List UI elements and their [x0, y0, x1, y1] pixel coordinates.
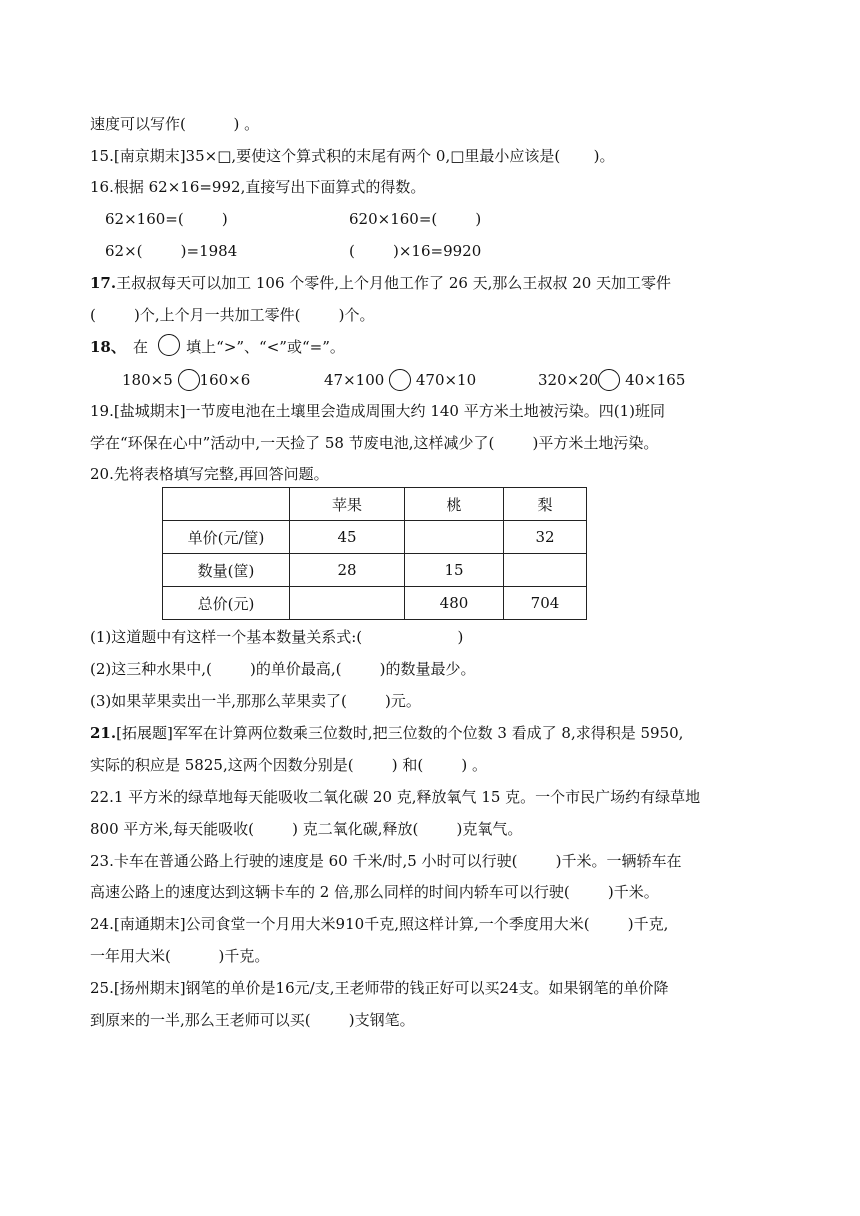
compare-circle-icon [158, 334, 180, 356]
question-17-line1 [90, 273, 671, 293]
compare-circle-icon [598, 369, 620, 391]
question-17-line2: ( )个,上个月一共加工零件( )个。 [90, 306, 375, 324]
table-cell: 15 [405, 554, 504, 587]
q16-item-d: ( )×16=9920 [349, 242, 482, 260]
row-label: 单价(元/筐) [163, 521, 290, 554]
q17-number: 17. [90, 274, 117, 292]
table-cell [405, 521, 504, 554]
question-21-line1 [90, 723, 683, 743]
question-15: 15.[南京期末]35×□,要使这个算式积的末尾有两个 0,□里最小应该是( )。 [90, 147, 615, 165]
q16-item-c: 62×( )=1984 [105, 242, 238, 260]
q17-text: 王叔叔每天可以加工 106 个零件,上个月他工作了 26 天,那么王叔叔 20 天加工零件 [116, 274, 672, 292]
compare-right: 160×6 [199, 371, 251, 389]
table-header-apple: 苹果 [290, 488, 405, 521]
question-20: 20.先将表格填写完整,再回答问题。 [90, 465, 329, 483]
compare-right: 40×165 [625, 371, 686, 389]
table-cell: 28 [290, 554, 405, 587]
q20-sub-1: (1)这道题中有这样一个基本数量关系式:( ) [90, 628, 464, 646]
line-continuation: 速度可以写作( ) 。 [90, 115, 260, 133]
table-cell: 704 [504, 587, 587, 620]
compare-circle-icon [178, 369, 200, 391]
question-22-line1: 22.1 平方米的绿草地每天能吸收二氧化碳 20 克,释放氧气 15 克。一个市民广场约有绿草地 [90, 788, 701, 806]
question-18 [90, 337, 126, 357]
compare-left: 180×5 [122, 371, 173, 389]
q21-text: [拓展题]军军在计算两位数乘三位数时,把三位数的个位数 3 看成了 8,求得积是 5950, [116, 724, 684, 742]
row-label: 总价(元) [163, 587, 290, 620]
table-cell [163, 488, 290, 521]
q18-compare-3 [538, 369, 685, 391]
q20-sub-3: (3)如果苹果卖出一半,那那么苹果卖了( )元。 [90, 692, 421, 710]
question-23-line1: 23.卡车在普通公路上行驶的速度是 60 千米/时,5 小时可以行驶( )千米。一辆轿车在 [90, 852, 682, 870]
question-19-line2: 学在“环保在心中”活动中,一天捡了 58 节废电池,这样减少了( )平方米土地污染。 [90, 434, 659, 452]
table-cell: 32 [504, 521, 587, 554]
q18-compare-2 [324, 369, 476, 391]
table-header-peach: 桃 [405, 488, 504, 521]
q16-item-a: 62×160=( ) [105, 210, 228, 228]
q18-number: 18、 [90, 338, 126, 356]
table-cell: 45 [290, 521, 405, 554]
question-22-line2: 800 平方米,每天能吸收( ) 克二氧化碳,释放( )克氧气。 [90, 820, 523, 838]
q20-sub-2: (2)这三种水果中,( )的单价最高,( )的数量最少。 [90, 660, 476, 678]
fruit-table [162, 487, 587, 620]
table-row [163, 554, 587, 587]
question-19-line1: 19.[盐城期末]一节废电池在土壤里会造成周围大约 140 平方米土地被污染。四(1)班同 [90, 402, 665, 420]
question-24-line1: 24.[南通期末]公司食堂一个月用大米910千克,照这样计算,一个季度用大米( )千克, [90, 915, 669, 933]
q18-compare-1 [122, 369, 250, 391]
question-25-line2: 到原来的一半,那么王老师可以买( )支钢笔。 [90, 1011, 415, 1029]
table-row [163, 587, 587, 620]
question-24-line2: 一年用大米( )千克。 [90, 947, 270, 965]
table-header-row [163, 488, 587, 521]
q21-number: 21. [90, 724, 117, 742]
compare-circle-icon [389, 369, 411, 391]
compare-left: 47×100 [324, 371, 385, 389]
question-21-line2: 实际的积应是 5825,这两个因数分别是( ) 和( ) 。 [90, 756, 487, 774]
question-16: 16.根据 62×16=992,直接写出下面算式的得数。 [90, 178, 426, 196]
q18-text: 在 填上“>”、“<”或“=”。 [133, 338, 345, 356]
question-23-line2: 高速公路上的速度达到这辆卡车的 2 倍,那么同样的时间内轿车可以行驶( )千米。 [90, 883, 659, 901]
question-25-line1: 25.[扬州期末]钢笔的单价是16元/支,王老师带的钱正好可以买24支。如果钢笔的单价降 [90, 979, 669, 997]
table-row [163, 521, 587, 554]
table-cell: 480 [405, 587, 504, 620]
q16-item-b: 620×160=( ) [349, 210, 482, 228]
table-header-pear: 梨 [504, 488, 587, 521]
compare-left: 320×20 [538, 371, 599, 389]
row-label: 数量(筐) [163, 554, 290, 587]
table-cell [290, 587, 405, 620]
table-cell [504, 554, 587, 587]
compare-right: 470×10 [415, 371, 477, 389]
